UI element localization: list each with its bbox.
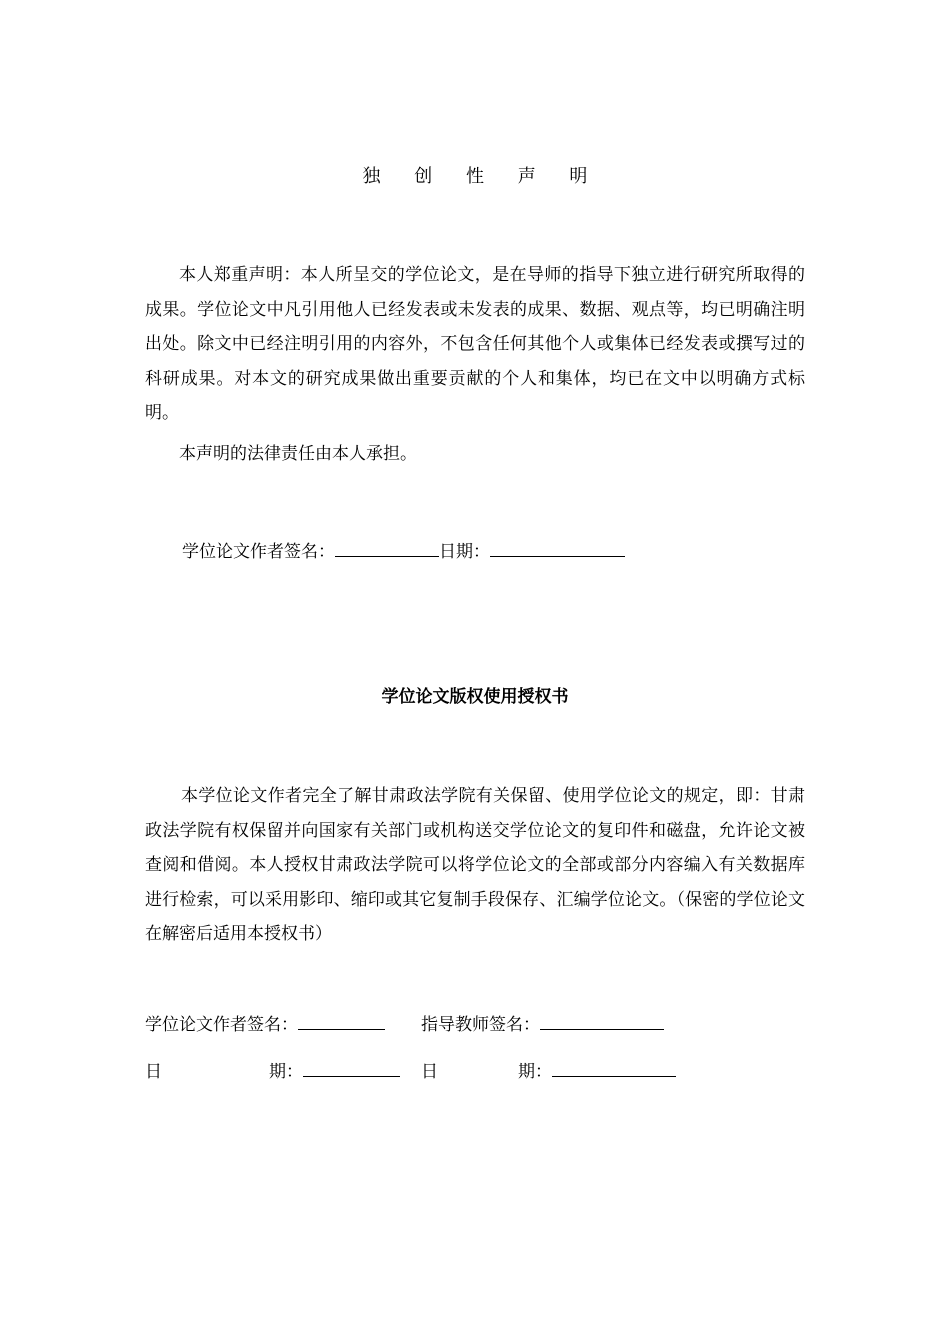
author-signature-row [145, 1009, 385, 1040]
advisor-signature-label: 指导教师签名： [421, 1015, 540, 1035]
author-signature-field-2[interactable] [298, 1009, 385, 1030]
advisor-date-field[interactable] [552, 1056, 676, 1077]
author-date-field[interactable] [303, 1056, 400, 1077]
author-date-label-period: 期： [269, 1062, 303, 1082]
advisor-signature-field[interactable] [540, 1009, 664, 1030]
author-signature-label: 学位论文作者签名： [182, 542, 335, 562]
authorization-paragraph: 本学位论文作者完全了解甘肃政法学院有关保留、使用学位论文的规定，即：甘肃政法学院有权保留并向国家有关部门或机构送交学位论文的复印件和磁盘，允许论文被查阅和借阅。本人授权甘肃政法学院可以将学位论文的全部或部分内容编入有关数据库进行检索，可以采用影印、缩印或其它复制手段保存、汇编学位论文。（保密的学位论文在解密后适用本授权书） [145, 786, 805, 944]
author-signature-field[interactable] [335, 536, 439, 557]
author-signature-label-2: 学位论文作者签名： [145, 1015, 298, 1035]
advisor-date-label-day: 日 [421, 1062, 438, 1082]
author-date-row [145, 1056, 400, 1087]
declaration-title: 独 创 性 声 明 [362, 166, 602, 187]
advisor-signature-row [421, 1009, 664, 1040]
authorization-title: 学位论文版权使用授权书 [381, 687, 569, 707]
advisor-date-row [421, 1056, 676, 1087]
declaration-signature-row [182, 536, 625, 567]
advisor-date-label-period: 期： [518, 1062, 552, 1082]
date-field[interactable] [490, 536, 625, 557]
author-date-label-day: 日 [145, 1062, 162, 1082]
date-label: 日期： [439, 542, 490, 562]
declaration-paragraph-1: 本人郑重声明：本人所呈交的学位论文，是在导师的指导下独立进行研究所取得的成果。学位论文中凡引用他人已经发表或未发表的成果、数据、观点等，均已明确注明出处。除文中已经注明引用的内容外，不包含任何其他个人或集体已经发表或撰写过的科研成果。对本文的研究成果做出重要贡献的个人和集体，均已在文中以明确方式标明。 [145, 265, 805, 423]
declaration-paragraph-2: 本声明的法律责任由本人承担。 [179, 444, 417, 464]
